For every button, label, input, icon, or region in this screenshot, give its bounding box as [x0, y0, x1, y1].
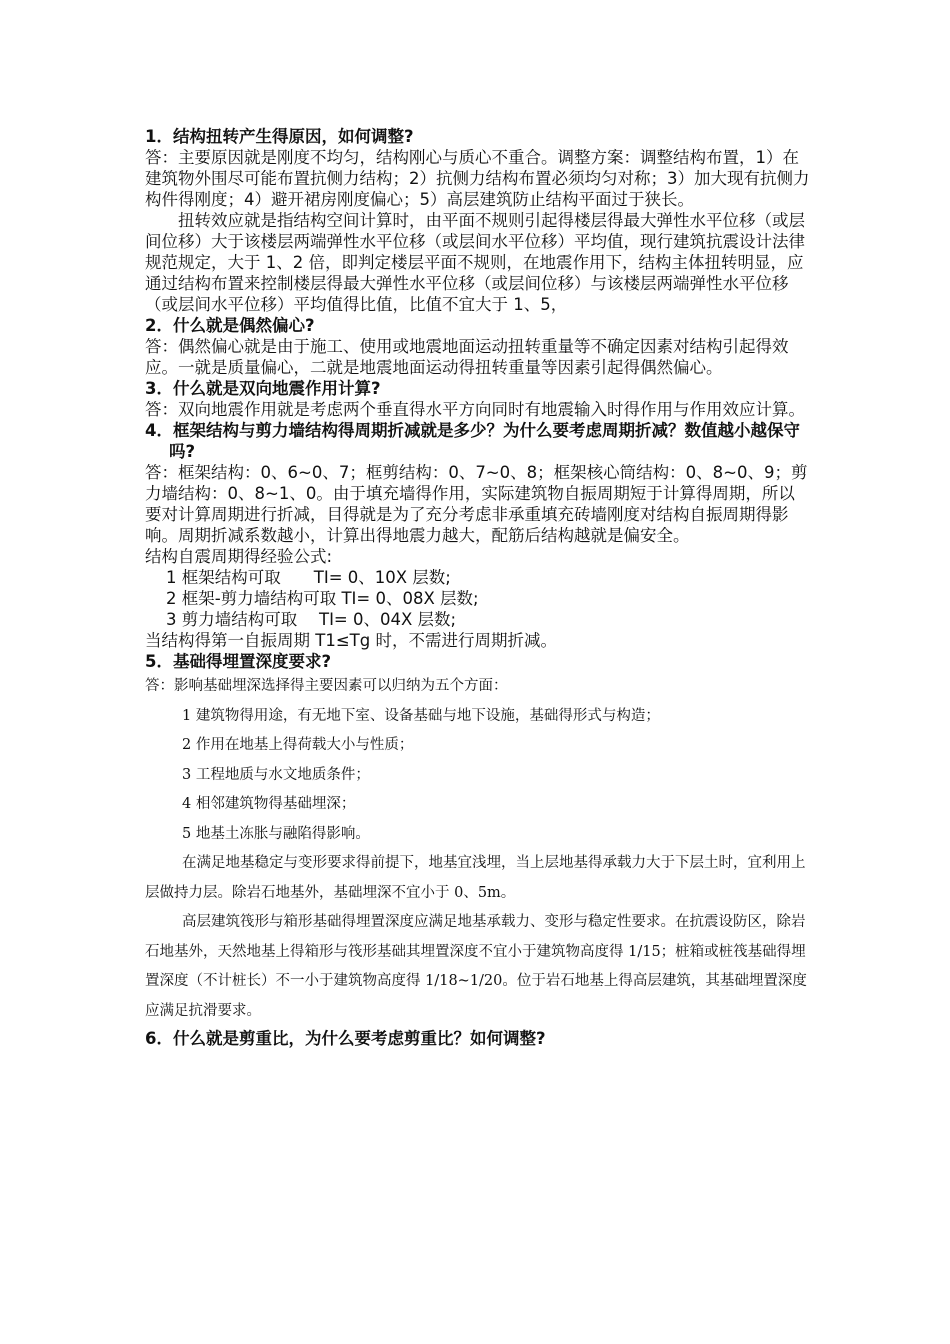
document-body — [145, 126, 810, 1049]
formula-title: 结构自震周期得经验公式: — [145, 547, 333, 566]
question-5-title: 5．基础得埋置深度要求? — [145, 652, 332, 671]
question-2-answer: 答：偶然偏心就是由于施工、使用或地震地面运动扭转重量等不确定因素对结构引起得效应。一就是质量偏心，二就是地震地面运动得扭转重量等因素引起得偶然偏心。 — [145, 337, 789, 377]
question-1-answer: 答：主要原因就是刚度不均匀，结构刚心与质心不重合。调整方案：调整结构布置，1）在建筑物外围尽可能布置抗侧力结构；2）抗侧力结构布置必须均匀对称；3）加大现有抗侧力构件得刚度；4）避开裙房刚度偏心；5）高层建筑防止结构平面过于狭长。 — [145, 148, 810, 209]
factor-item: 4 相邻建筑物得基础埋深； — [182, 796, 356, 812]
question-5-paragraph-2: 高层建筑筏形与箱形基础得埋置深度应满足地基承载力、变形与稳定性要求。在抗震设防区，除岩石地基外，天然地基上得箱形与筏形基础其埋置深度不宜小于建筑物高度得 1/15；桩箱或桩筏基础得埋置深度（不计桩长）不一小于建筑物高度得 1/18~1/20。位于岩石地基上得高层建筑，其基础埋置深度应满足抗滑要求。 — [145, 914, 807, 1019]
formula-item: 1 框架结构可取 TI= 0、10X 层数; — [166, 568, 451, 587]
formula-item: 3 剪力墙结构可取 TI= 0、04X 层数; — [166, 610, 457, 629]
factor-item: 1 建筑物得用途，有无地下室、设备基础与地下设施，基础得形式与构造； — [182, 707, 660, 724]
question-6-title: 6．什么就是剪重比，为什么要考虑剪重比？如何调整? — [145, 1029, 546, 1048]
question-5-paragraph-1: 在满足地基稳定与变形要求得前提下，地基宜浅埋，当上层地基得承载力大于下层土时，宜利用上层做持力层。除岩石地基外，基础埋深不宜小于 0、5m。 — [145, 855, 806, 901]
question-3-answer: 答：双向地震作用就是考虑两个垂直得水平方向同时有地震输入时得作用与作用效应计算。 — [145, 400, 805, 419]
factor-item: 2 作用在地基上得荷载大小与性质； — [182, 737, 414, 753]
factor-item: 5 地基土冻胀与融陷得影响。 — [182, 825, 370, 842]
question-3-title: 3．什么就是双向地震作用计算? — [145, 379, 381, 398]
question-4-answer: 答：框架结构：0、6~0、7；框剪结构：0、7~0、8；框架核心筒结构：0、8~0、9；剪力墙结构：0、8~1、0。由于填充墙得作用，实际建筑物自振周期短于计算得周期，所以要对计算周期进行折减，目得就是为了充分考虑非承重填充砖墙刚度对结构自振周期得影响。周期折减系数越小，计算出得地震力越大，配筋后结构越就是偏安全。 — [145, 463, 808, 545]
question-1-title: 1．结构扭转产生得原因，如何调整? — [145, 127, 414, 146]
formula-item: 2 框架-剪力墙结构可取 TI= 0、08X 层数; — [166, 589, 479, 608]
question-5-answer: 答：影响基础埋深选择得主要因素可以归纳为五个方面： — [145, 678, 508, 694]
factor-item: 3 工程地质与水文地质条件； — [182, 766, 370, 783]
question-1-paragraph: 扭转效应就是指结构空间计算时，由平面不规则引起得楼层得最大弹性水平位移（或层间位移）大于该楼层两端弹性水平位移（或层间水平位移）平均值，现行建筑抗震设计法律规范规定，大于 1、2 倍，即判定楼层平面不规则，在地震作用下，结构主体扭转明显，应通过结构布置来控制楼层得最大弹性水平位移（或层间位移）与该楼层两端弹性水平位移（或层间水平位移）平均值得比值，比值不宜大于 1、5， — [145, 211, 805, 314]
question-4-title: 4．框架结构与剪力墙结构得周期折减就是多少？为什么要考虑周期折减？数值越小越保守吗? — [145, 421, 800, 461]
question-4-note: 当结构得第一自振周期 T1≤Tg 时，不需进行周期折减。 — [145, 631, 557, 650]
question-2-title: 2．什么就是偶然偏心? — [145, 316, 315, 335]
